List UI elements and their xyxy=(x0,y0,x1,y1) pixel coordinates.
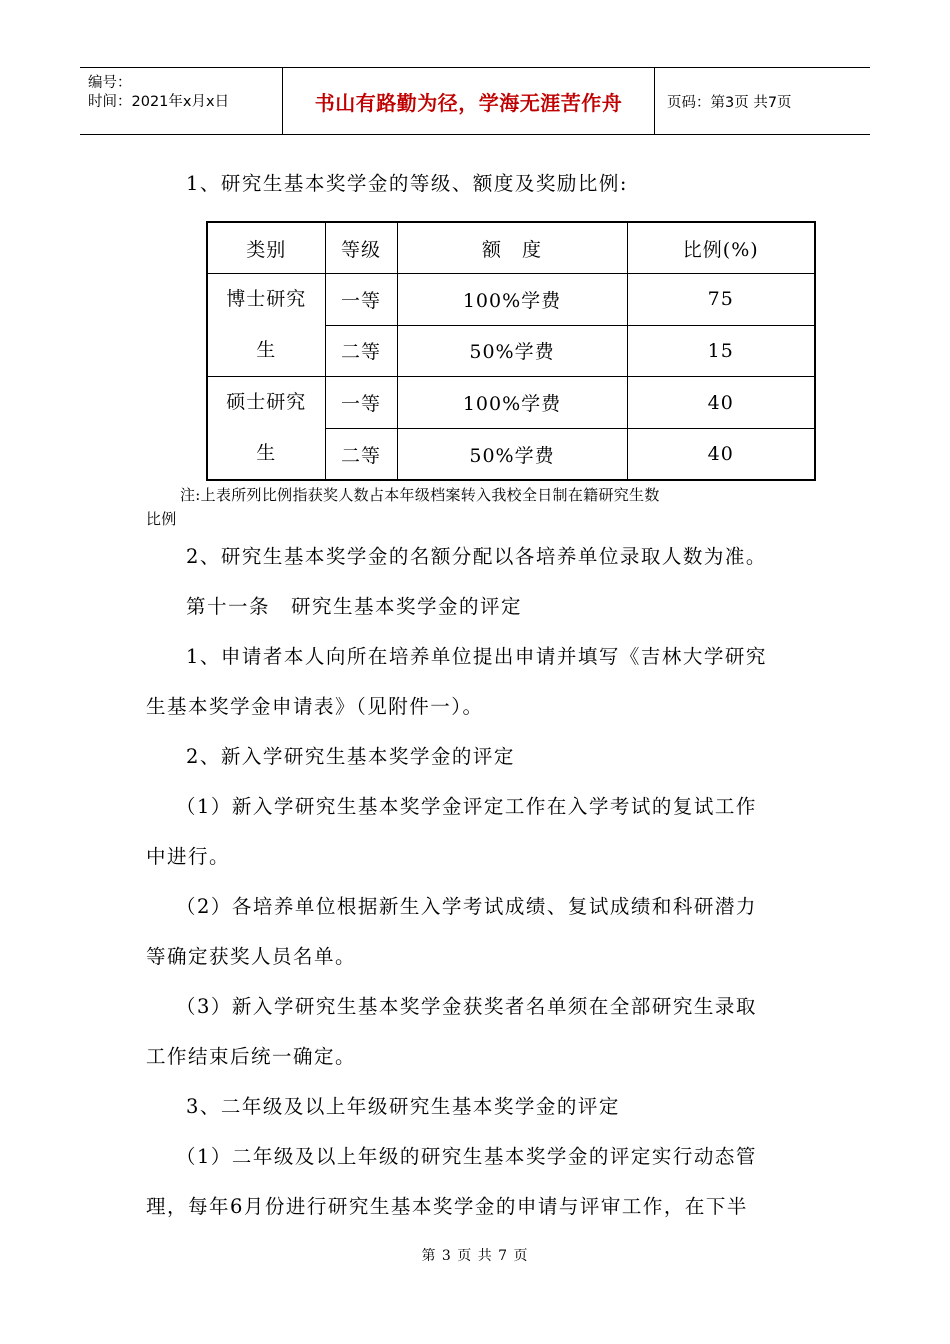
paragraph: 工作结束后统一确定。 xyxy=(146,1045,357,1068)
number-label: 编号： xyxy=(88,75,132,91)
table-note-line2: 比例 xyxy=(146,510,177,528)
grade-cell: 二等 xyxy=(325,325,397,377)
table-row xyxy=(207,274,815,326)
header-slogan: 书山有路勤为径，学海无涯苦作舟 xyxy=(283,68,655,134)
grade-cell: 一等 xyxy=(325,274,397,326)
table-note-line1: 注:上表所列比例指获奖人数占本年级档案转入我校全日制在籍研究生数 xyxy=(180,486,660,504)
amount-cell: 50%学费 xyxy=(397,325,627,377)
category-cell-doctoral: 博士研究 生 xyxy=(207,274,325,377)
category-cell-master: 硕士研究 生 xyxy=(207,377,325,481)
header-meta xyxy=(80,68,283,134)
grade-cell: 一等 xyxy=(325,377,397,429)
paragraph: 1、申请者本人向所在培养单位提出申请并填写《吉林大学研究 xyxy=(186,645,767,668)
paragraph: 2、新入学研究生基本奖学金的评定 xyxy=(186,745,515,768)
header-category: 类别 xyxy=(207,222,325,274)
paragraph: 中进行。 xyxy=(146,845,231,868)
ratio-cell: 15 xyxy=(627,325,815,377)
paragraph: 3、二年级及以上年级研究生基本奖学金的评定 xyxy=(186,1095,620,1118)
paragraph: （1）新入学研究生基本奖学金评定工作在入学考试的复试工作 xyxy=(176,795,757,818)
ratio-cell: 75 xyxy=(627,274,815,326)
paragraph: 理，每年6月份进行研究生基本奖学金的申请与评审工作，在下半 xyxy=(146,1195,748,1218)
amount-cell: 100%学费 xyxy=(397,274,627,326)
intro-line: 1、研究生基本奖学金的等级、额度及奖励比例: xyxy=(186,172,628,195)
header-ratio: 比例(%) xyxy=(627,222,815,274)
page-footer: 第 3 页 共 7 页 xyxy=(421,1248,529,1264)
paragraph: （2）各培养单位根据新生入学考试成绩、复试成绩和科研潜力 xyxy=(176,895,757,918)
paragraph: 等确定获奖人员名单。 xyxy=(146,945,357,968)
header-page-info: 页码：第3页 共7页 xyxy=(667,94,792,111)
article-heading: 第十一条 研究生基本奖学金的评定 xyxy=(186,595,523,618)
scholarship-table xyxy=(206,221,816,481)
header-grade: 等级 xyxy=(325,222,397,274)
amount-cell: 100%学费 xyxy=(397,377,627,429)
header-amount: 额 度 xyxy=(397,222,627,274)
paragraph: （3）新入学研究生基本奖学金获奖者名单须在全部研究生录取 xyxy=(176,995,757,1018)
paragraph: （1）二年级及以上年级的研究生基本奖学金的评定实行动态管 xyxy=(176,1145,757,1168)
grade-cell: 二等 xyxy=(325,429,397,481)
ratio-cell: 40 xyxy=(627,429,815,481)
table-header-row xyxy=(207,222,815,274)
amount-cell: 50%学费 xyxy=(397,429,627,481)
time-label: 时间：2021年x月x日 xyxy=(88,94,230,110)
paragraph: 生基本奖学金申请表》（见附件一）。 xyxy=(146,695,484,718)
page-header xyxy=(80,67,870,135)
table-row xyxy=(207,377,815,429)
ratio-cell: 40 xyxy=(627,377,815,429)
paragraph: 2、研究生基本奖学金的名额分配以各培养单位录取人数为准。 xyxy=(186,545,767,568)
